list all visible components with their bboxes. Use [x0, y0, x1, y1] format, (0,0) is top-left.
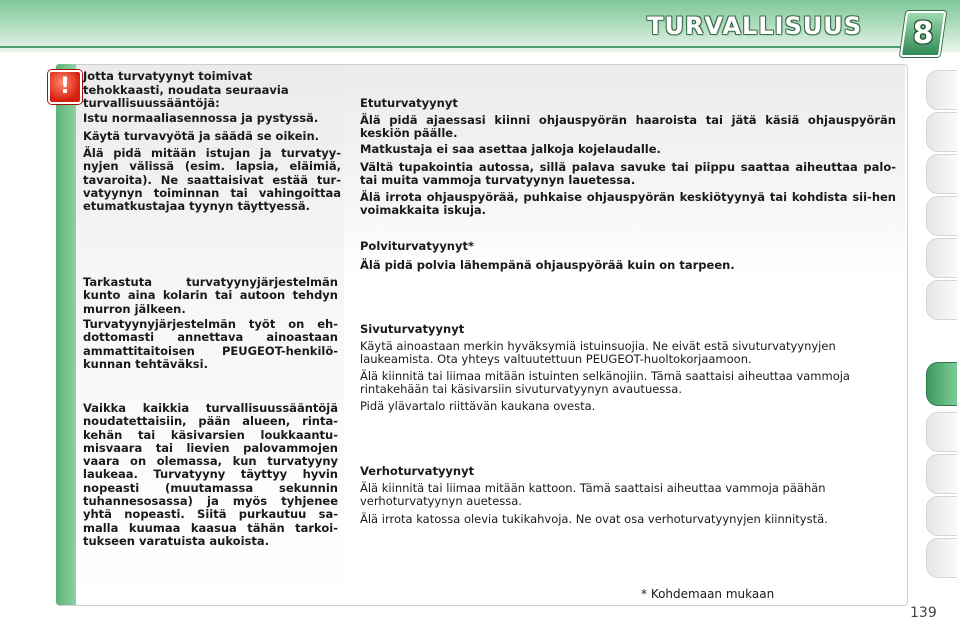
side-airbag-text: Käytä ainoastaan merkin hyväksymiä istuinsuojia. Ne eivät estä sivuturvatyynyjen laukeamista. Ota yhteys valtuutettuun PEUGEOT-huoltokorjaamoon.: [360, 339, 836, 367]
section-heading-front: Etuturvatyynyt: [360, 96, 458, 110]
page-title: TURVALLISUUS: [647, 12, 862, 40]
front-airbag-text: Älä pidä ajaessasi kiinni ohjauspyörän haaroista tai jätä käsiä ohjauspyörän keskiön päälle.: [360, 113, 896, 141]
chapter-tab[interactable]: [926, 538, 957, 578]
warning-text: Istu normaaliasennossa ja pystyssä.: [83, 111, 319, 125]
chapter-tab[interactable]: [926, 154, 957, 194]
section-heading-knee: Polviturvatyynyt*: [360, 239, 475, 253]
warning-heading: Jotta turvatyynyt toimivat tehokkaasti, noudata seuraavia turvallisuussääntöjä:: [83, 69, 289, 110]
warning-text: Tarkastuta turvatyynyjärjestelmän kunto aina kolarin tai autoon tehdyn murron jälkeen.: [83, 275, 338, 316]
curtain-airbag-text: Älä irrota katossa olevia tukikahvoja. Ne ovat osa verhoturvatyynyjen kiinnitystä.: [360, 512, 828, 526]
chapter-tab[interactable]: [926, 412, 957, 452]
chapter-tab[interactable]: [926, 496, 957, 536]
chapter-tab[interactable]: [926, 454, 957, 494]
section-heading-curtain: Verhoturvatyynyt: [360, 464, 475, 478]
frame-accent-bar: [56, 64, 76, 605]
section-heading-side: Sivuturvatyynyt: [360, 322, 465, 336]
chapter-tab-active[interactable]: [926, 362, 957, 406]
chapter-number: 8: [912, 16, 934, 51]
chapter-tab[interactable]: [926, 196, 957, 236]
chapter-tab[interactable]: [926, 112, 957, 152]
warning-text: Käytä turvavyötä ja säädä se oikein.: [83, 129, 320, 143]
front-airbag-text: Älä irrota ohjauspyörää, puhkaise ohjauspyörän keskiötyynyä tai kohdista sii-hen voimakkaita iskuja.: [360, 190, 896, 218]
front-airbag-text: Matkustaja ei saa asettaa jalkoja kojelaudalle.: [360, 142, 661, 156]
chapter-badge[interactable]: [900, 11, 946, 57]
side-airbag-text: Älä kiinnitä tai liimaa mitään istuinten selkänojiin. Tämä saattaisi aiheuttaa vammoja rintakehään tai käsivarsiin sivuturvatyynyn avautuessa.: [360, 369, 850, 397]
warning-icon: !: [48, 70, 82, 104]
chapter-tab[interactable]: [926, 70, 957, 110]
page-number: 139: [910, 605, 937, 621]
knee-airbag-text: Älä pidä polvia lähempänä ohjauspyörää kuin on tarpeen.: [360, 258, 735, 272]
warning-text: Turvatyynyjärjestelmän työt on eh-dottomasti annettava ainoastaan ammattitaitoisen PEUGEOT-henkilö-kunnan tehtäväksi.: [83, 317, 338, 371]
footnote: * Kohdemaan mukaan: [641, 587, 775, 601]
warning-text: Vaikka kaikkia turvallisuussääntöjä noudatettaisiin, pään alueen, rinta-kehän tai käsivarsien loukkaantu-misvaara tai lievien palovammojen vaara on olemassa, kun turvatyyny laukeaa. Turvatyyny täyttyy hyvin nopeasti (muutamassa sekunnin tuhannesosassa) ja myös tyhjenee yhtä nopeasti. Siitä purkautuu sa-malla kuumaa kaasua tähän tarkoi-tukseen varatuista aukoista.: [83, 401, 338, 548]
front-airbag-text: Vältä tupakointia autossa, sillä palava savuke tai piippu saattaa aiheuttaa palo-tai muita vammoja turvatyynyn lauetessa.: [360, 160, 896, 188]
warning-text: Älä pidä mitään istujan ja turvatyy-nyjen välissä (esim. lapsia, eläimiä, tavaroita). Ne saattaisivat estää tur-vatyynyn toiminnan tai vahingoittaa etumatkustajaa tyynyn täyttyessä.: [83, 146, 341, 214]
chapter-tab[interactable]: [926, 238, 957, 278]
chapter-tabs: [926, 70, 960, 570]
side-airbag-text: Pidä ylävartalo riittävän kaukana ovesta.: [360, 399, 596, 413]
header-divider: [0, 46, 900, 48]
curtain-airbag-text: Älä kiinnitä tai liimaa mitään kattoon. Tämä saattaisi aiheuttaa vammoja päähän verhoturvatyynyn auetessa.: [360, 481, 826, 509]
chapter-tab[interactable]: [926, 280, 957, 320]
